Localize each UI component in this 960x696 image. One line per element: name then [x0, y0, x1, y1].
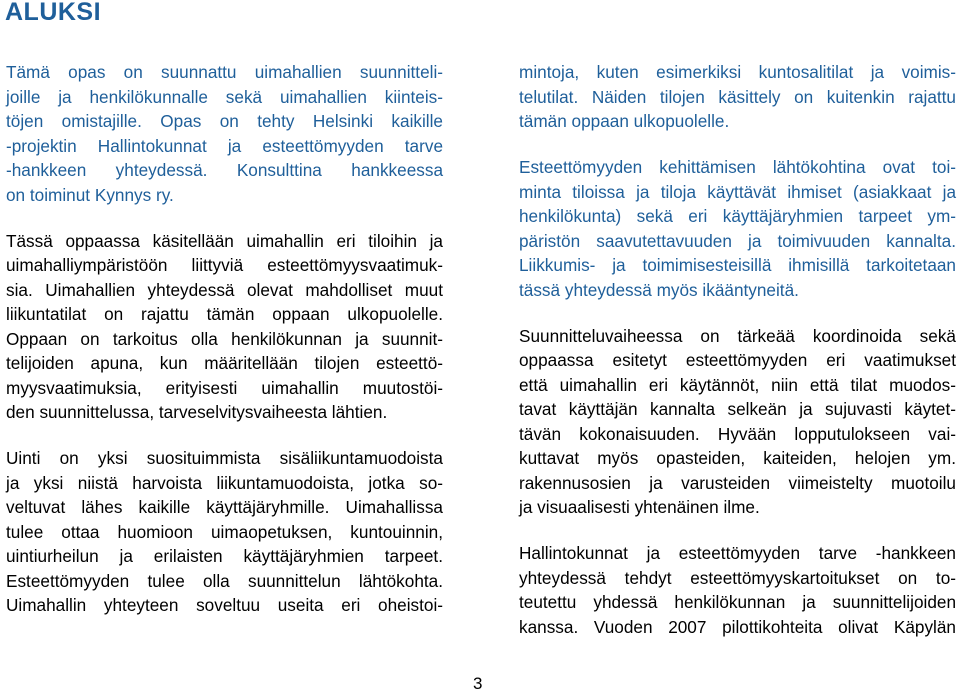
text-line: rakennusosien ja varusteiden viimeistelty muotoilu	[519, 472, 956, 493]
text-line: päristön saavutettavuuden ja toimivuuden kannalta.	[519, 230, 956, 251]
right-column	[519, 60, 956, 639]
paragraph-gap	[519, 520, 956, 542]
text-line: den suunnittelussa, tarveselvitysvaiheesta lähtien.	[6, 402, 388, 422]
paragraph	[519, 155, 956, 302]
text-line: -projektin Hallintokunnat ja esteettömyyden tarve	[6, 135, 443, 156]
text-line: Tämä opas on suunnattu uimahallien suunnitteli-	[6, 62, 443, 82]
text-line: Hallintokunnat ja esteettömyyden tarve -hankkeen	[519, 543, 956, 563]
text-line: veltuvat lähes kaikille käyttäjäryhmille. Uimahallissa	[6, 497, 443, 517]
paragraph-gap	[519, 134, 956, 156]
text-line: Esteettömyyden kehittämisen lähtökohtina ovat toi-	[519, 157, 956, 177]
paragraph	[6, 229, 443, 425]
paragraph-gap	[6, 207, 443, 229]
text-line: Esteettömyyden tulee olla suunnittelun lähtökohta.	[6, 570, 443, 591]
paragraph-gap	[6, 425, 443, 447]
paragraph	[519, 60, 956, 134]
text-line: on toiminut Kynnys ry.	[6, 184, 174, 205]
text-line: ja yksi niistä harvoista liikuntamuodoista, jotka so-	[6, 472, 443, 493]
text-line: Uimahallin yhteyteen soveltuu useita eri oheistoi-	[6, 595, 443, 615]
text-line: ja visuaalisesti yhtenäinen ilme.	[519, 497, 760, 517]
text-line: töjen omistajille. Opas on tehty Helsinki kaikille	[6, 111, 443, 131]
paragraph-gap	[519, 302, 956, 324]
text-line: telijoiden apuna, kun määritellään tilojen esteettö-	[6, 353, 443, 373]
text-line: telutilat. Näiden tilojen käsittely on kuitenkin rajattu	[519, 86, 956, 107]
text-line: myysvaatimuksia, erityisesti uimahallin muutostöi-	[6, 377, 443, 398]
text-line: minta tiloissa ja tiloja käyttävät ihmiset (asiakkaat ja	[519, 181, 956, 202]
text-line: tämän oppaan ulkopuolelle.	[519, 111, 730, 131]
text-line: oppaassa esitetyt esteettömyyden eri vaatimukset	[519, 350, 956, 370]
paragraph	[519, 541, 956, 639]
page-number: 3	[473, 674, 483, 693]
text-line: kanssa. Vuoden 2007 pilottikohteita olivat Käpylän	[519, 616, 956, 637]
text-line: joille ja henkilökunnalle sekä uimahallien kiinteis-	[6, 86, 443, 107]
paragraph	[519, 324, 956, 520]
text-line: yhteydessä tehdyt esteettömyyskartoitukset on to-	[519, 567, 956, 588]
text-line: mintoja, kuten esimerkiksi kuntosalitilat ja voimis-	[519, 62, 956, 82]
text-line: tulee ottaa huomioon uimaopetuksen, kuntouinnin,	[6, 521, 443, 542]
text-line: Liikkumis- ja toimimisesteisillä ihmisillä tarkoitetaan	[519, 255, 956, 275]
text-line: tavat käyttäjän kannalta selkeän ja sujuvasti käytet-	[519, 399, 956, 419]
text-line: uintiurheilun ja erilaisten käyttäjäryhmien tarpeet.	[6, 546, 443, 566]
text-line: että uimahallin eri käytännöt, niin että tilat muodos-	[519, 374, 956, 395]
text-line: sia. Uimahallien yhteydessä olevat mahdolliset muut	[6, 279, 443, 300]
text-line: -hankkeen yhteydessä. Konsulttina hankkeessa	[6, 160, 443, 180]
text-line: Uinti on yksi suosituimmista sisäliikuntamuodoista	[6, 448, 443, 468]
text-line: henkilökunta) sekä eri käyttäjäryhmien tarpeet ym-	[519, 206, 956, 226]
text-line: Oppaan on tarkoitus olla henkilökunnan ja suunnit-	[6, 328, 443, 349]
text-line: uimahalliympäristöön liittyviä esteettömyysvaatimuk-	[6, 255, 443, 275]
text-line: liikuntatilat on rajattu tämän oppaan ulkopuolelle.	[6, 304, 443, 324]
text-line: Suunnitteluvaiheessa on tärkeää koordinoida sekä	[519, 325, 956, 346]
page-heading: ALUKSI	[5, 0, 102, 26]
text-line: kuttavat myös opasteiden, kaiteiden, helojen ym.	[519, 448, 956, 468]
paragraph	[6, 60, 443, 207]
text-line: tävän kokonaisuuden. Hyvään lopputulokseen vai-	[519, 423, 956, 444]
text-line: Tässä oppaassa käsitellään uimahallin eri tiloihin ja	[6, 230, 443, 251]
left-column	[6, 60, 443, 618]
paragraph	[6, 446, 443, 618]
text-line: teutettu yhdessä henkilökunnan ja suunnittelijoiden	[519, 592, 956, 612]
text-line: tässä yhteydessä myös ikääntyneitä.	[519, 279, 799, 300]
